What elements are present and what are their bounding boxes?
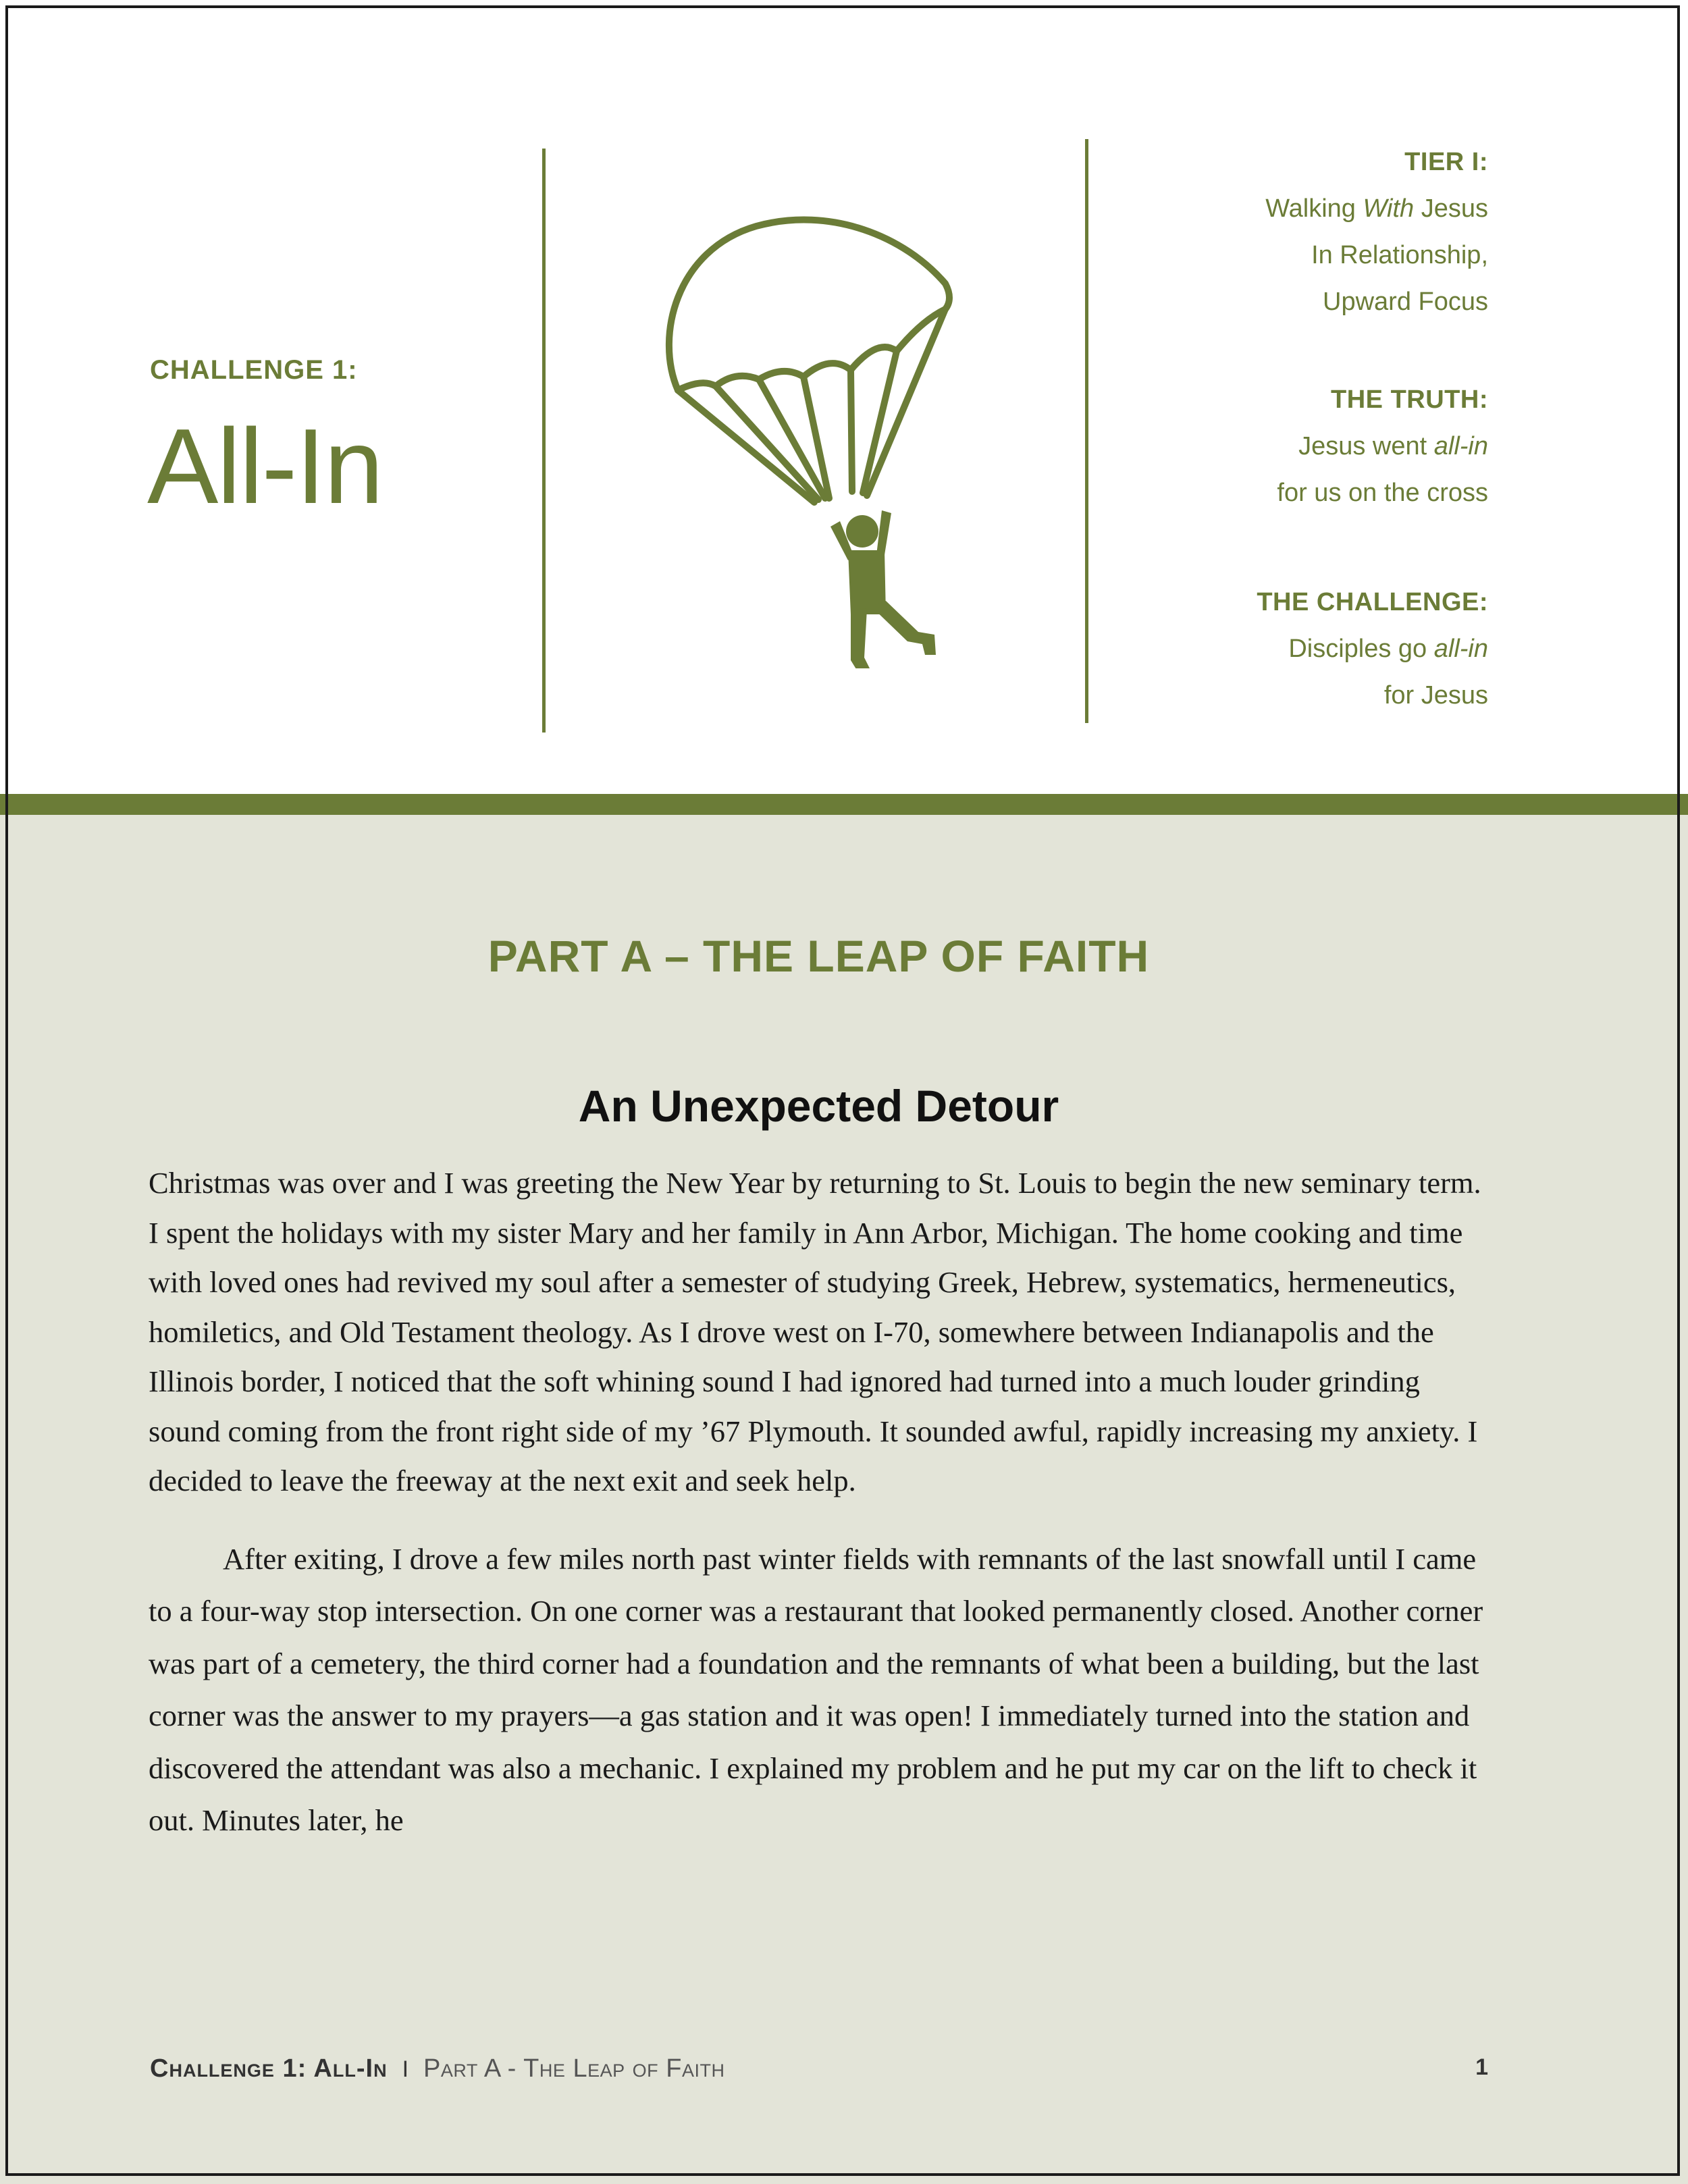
divider-line-right bbox=[1085, 139, 1088, 723]
section-heading: An Unexpected Detour bbox=[578, 1081, 1059, 1131]
section-divider-band bbox=[0, 794, 1688, 815]
footer-chapter: Challenge 1: All-In bbox=[150, 2054, 388, 2083]
paragraph: After exiting, I drove a few miles north past winter fields with remnants of the last snowfall until I came to a four-way stop intersection. On one corner was a restaurant that looked permanently closed. Another corner was part of a cemetery, the third corner had a foundation and the remnants of what been a building, but the last corner was the answer to my prayers—a gas station and it was open! I immediately turned into the station and discovered the attendant was also a mechanic. I explained my problem and he put my car on the lift to check it out. Minutes later, he bbox=[149, 1541, 1483, 1837]
challenge-line-2: for Jesus bbox=[1383, 681, 1488, 710]
tier-line-2: In Relationship, bbox=[1311, 241, 1488, 269]
tier-heading: TIER I: bbox=[1404, 148, 1488, 176]
tier-line-1: Walking With Jesus bbox=[1265, 194, 1488, 223]
truth-info bbox=[1277, 377, 1488, 516]
challenge-heading: THE CHALLENGE: bbox=[1257, 588, 1488, 616]
footer-separator: I bbox=[402, 2056, 409, 2082]
chapter-header bbox=[0, 0, 1688, 794]
challenge-title: All-In bbox=[147, 407, 382, 526]
truth-line-2: for us on the cross bbox=[1277, 479, 1488, 507]
page-number: 1 bbox=[1475, 2054, 1488, 2080]
truth-heading: THE TRUTH: bbox=[1331, 385, 1488, 414]
tier-info bbox=[1265, 139, 1488, 325]
part-heading: PART A – THE LEAP OF FAITH bbox=[487, 931, 1150, 981]
body-text bbox=[149, 1158, 1492, 1847]
challenge-line-1: Disciples go all-in bbox=[1288, 635, 1488, 663]
parachutist-icon bbox=[648, 209, 959, 668]
paragraph: Christmas was over and I was greeting the New Year by returning to St. Louis to begin the new seminary term. I spent the holidays with my sister Mary and her family in Ann Arbor, Michigan. The home cooking and time with loved ones had revived my soul after a semester of studying Greek, Hebrew, systematics, hermeneutics, homiletics, and Old Testament theology. As I drove west on I-70, somewhere between Indianapolis and the Illinois border, I noticed that the soft whining sound I had ignored had turned into a much louder grinding sound coming from the front right side of my ’67 Plymouth. It sounded awful, rapidly increasing my anxiety. I decided to leave the freeway at the next exit and seek help. bbox=[149, 1166, 1481, 1497]
footer-part: Part A - The Leap of Faith bbox=[423, 2054, 725, 2083]
challenge-info bbox=[1257, 579, 1488, 719]
challenge-label: CHALLENGE 1: bbox=[150, 355, 358, 385]
running-footer bbox=[150, 2054, 724, 2083]
divider-line-left bbox=[542, 149, 546, 733]
truth-line-1: Jesus went all-in bbox=[1298, 432, 1488, 460]
tier-line-3: Upward Focus bbox=[1323, 288, 1488, 316]
